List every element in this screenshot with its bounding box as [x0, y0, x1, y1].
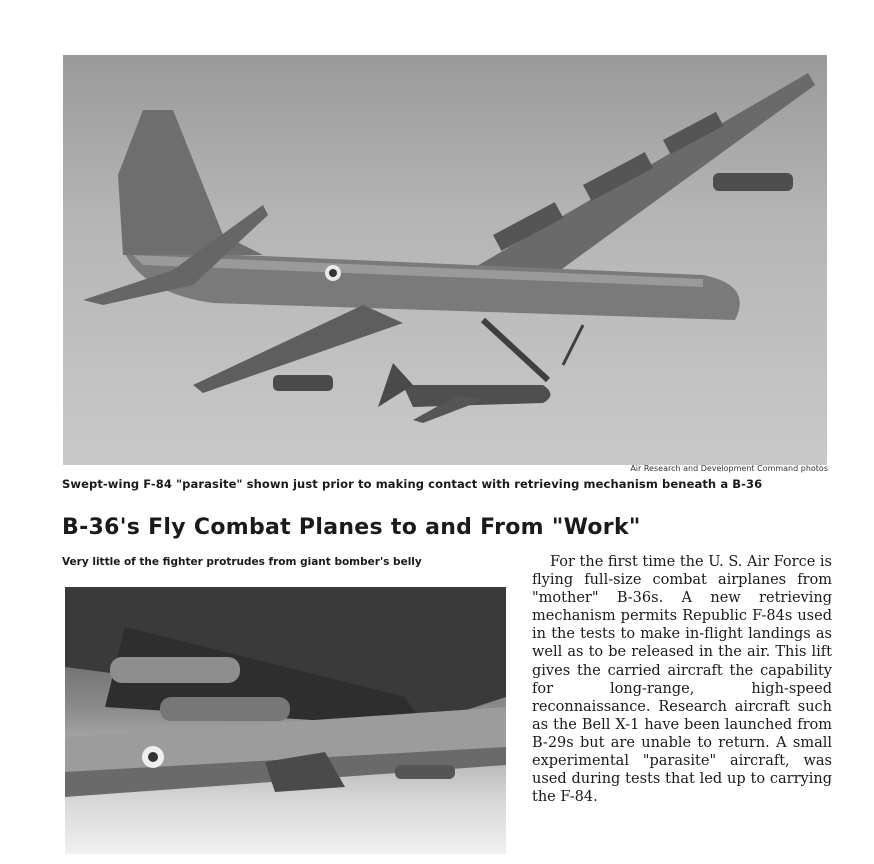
article-body: For the first time the U. S. Air Force is flying full-size combat airplanes from "mother" B-36s. A new retrieving mechanism permits Republic F-84s used in the tests to make in-flight landings as well as to be released in the air. This lift gives the carried aircraft the capability for long-range, high-speed reconnaissance. Research aircraft such as the Bell X-1 have been launched from B-29s but are unable to return. A small experimental "parasite" aircraft, was used during tests that led up to carrying the F-84.	[532, 554, 832, 806]
bomber-belly-illustration	[65, 587, 506, 854]
photo-credit: Air Research and Development Command photos	[630, 464, 828, 473]
article-headline: B-36's Fly Combat Planes to and From "Work"	[62, 515, 641, 540]
photo-caption-bottom: Very little of the fighter protrudes from giant bomber's belly	[62, 556, 422, 568]
b36-aircraft-illustration	[63, 55, 827, 465]
photo-fighter-in-belly	[65, 587, 506, 854]
photo-caption-top: Swept-wing F-84 "parasite" shown just prior to making contact with retrieving mechanism beneath a B-36	[62, 477, 763, 491]
photo-b36-f84	[63, 55, 827, 465]
